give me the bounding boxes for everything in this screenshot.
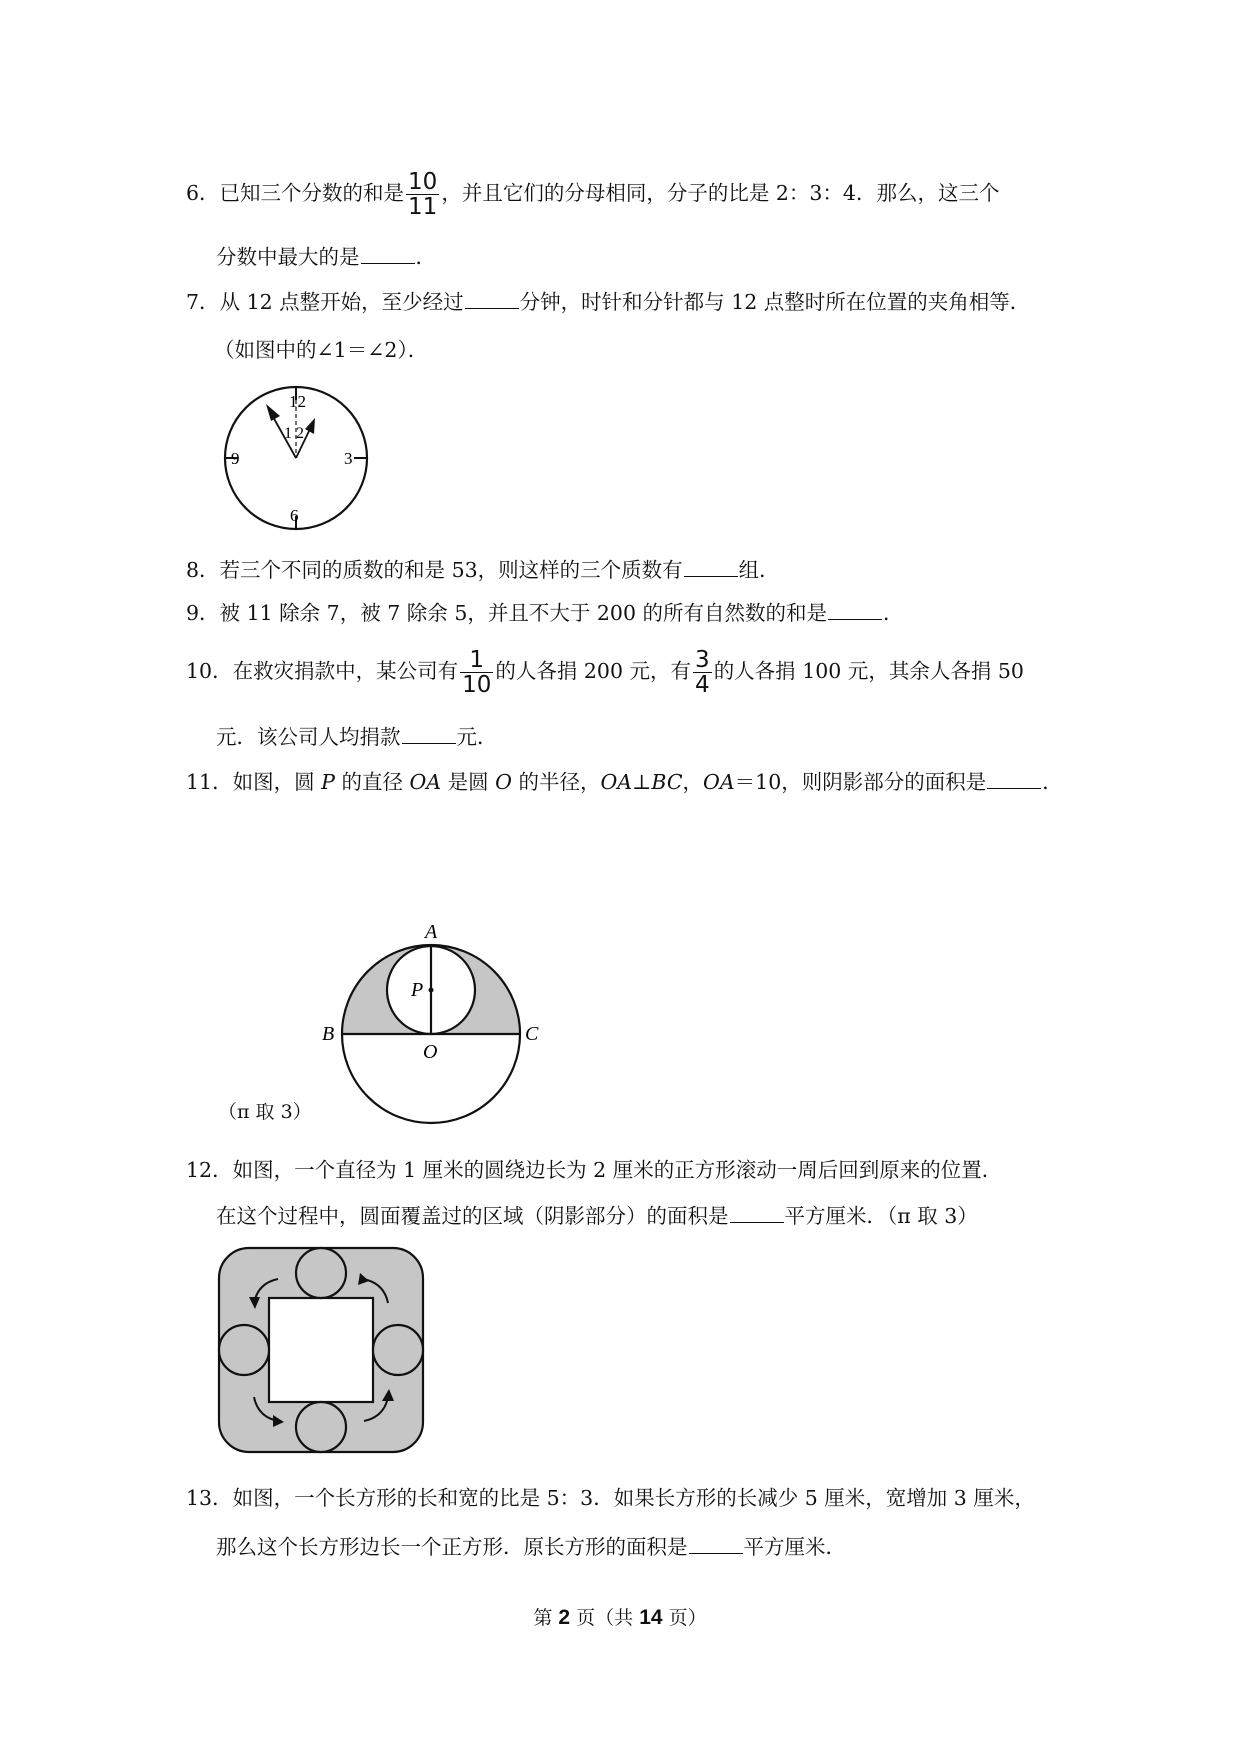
question-number: 8．: [186, 558, 220, 582]
answer-blank[interactable]: [684, 575, 738, 577]
footer-text: 页（共: [570, 1607, 640, 1629]
answer-blank[interactable]: [465, 307, 519, 309]
question-text: 如图，圆: [232, 770, 322, 794]
footer-text: 页）: [662, 1607, 707, 1629]
question-number: 9．: [186, 601, 220, 625]
question-number: 12．: [186, 1158, 233, 1182]
q13-line2: [216, 1537, 846, 1558]
angle-label-1: 1: [284, 425, 292, 442]
point-label-C: C: [525, 1023, 539, 1045]
total-pages: 14: [639, 1606, 663, 1629]
question-text: 那么这个长方形边长一个正方形．原长方形的面积是: [216, 1535, 688, 1559]
page-number: 2: [558, 1606, 571, 1629]
answer-blank[interactable]: [730, 1221, 784, 1223]
q12-line1: [186, 1160, 1002, 1181]
answer-blank[interactable]: [828, 618, 882, 620]
question-number: 13．: [186, 1486, 233, 1510]
point-label-O: O: [423, 1041, 438, 1063]
question-text: 如图，一个直径为 1 厘米的圆绕边长为 2 厘米的正方形滚动一周后回到原来的位置．: [232, 1158, 1003, 1182]
q13-line1: [186, 1488, 1035, 1509]
page-footer: [0, 1603, 1240, 1630]
footer-text: 第: [533, 1607, 559, 1629]
fraction-denominator: 4: [695, 672, 710, 699]
question-text: 若三个不同的质数的和是 53，则这样的三个质数有: [219, 558, 683, 582]
question-text: 组．: [738, 558, 780, 582]
clock-number-9: 9: [231, 449, 240, 468]
q7-line2: [214, 340, 428, 361]
question-text: 平方厘米．（π 取 3）: [784, 1204, 978, 1228]
question-text: 是圆: [441, 770, 496, 794]
clock-number-6: 6: [290, 506, 299, 525]
fraction-numerator: 3: [695, 647, 710, 673]
question-text: 如图，一个长方形的长和宽的比是 5：3．如果长方形的长减少 5 厘米，宽增加 3 厘米，: [232, 1486, 1035, 1510]
fraction-denominator: 11: [408, 194, 438, 221]
question-text: 分钟，时针和分针都与 12 点整时所在位置的夹角相等．: [519, 290, 1031, 314]
fraction-denominator: 10: [462, 672, 492, 699]
question-number: 6．: [186, 181, 220, 206]
q9-line: [186, 603, 904, 624]
note-text: （π 取 3）: [218, 1101, 312, 1123]
math-var: O: [495, 770, 512, 794]
q10-line2: [216, 727, 498, 748]
question-text: ．: [415, 245, 436, 269]
q12-line2: [216, 1206, 978, 1227]
answer-blank[interactable]: [689, 1552, 743, 1554]
circle-figure: [310, 910, 550, 1125]
q7-line1: [186, 292, 1030, 313]
math-var: P: [321, 770, 335, 794]
fraction: [460, 648, 493, 697]
q10-line1: [186, 648, 1024, 697]
clock-number-12: 12: [289, 392, 306, 411]
point-label-B: B: [322, 1023, 335, 1045]
point-label-P: P: [411, 979, 424, 1001]
question-text: 元．: [456, 725, 498, 749]
question-text: ，并且它们的分母相同，分子的比是 2：3：4．那么，这三个: [441, 181, 1000, 206]
q8-line: [186, 560, 780, 581]
question-text: ，: [682, 770, 704, 794]
question-text: 的半径，: [511, 770, 601, 794]
question-text: 元．该公司人均捐款: [216, 725, 401, 749]
answer-blank[interactable]: [361, 262, 415, 264]
q11-line: [186, 772, 1063, 793]
answer-blank[interactable]: [402, 742, 456, 744]
question-text: 的人各捐 200 元，有: [495, 659, 692, 684]
fraction-numerator: 1: [460, 648, 493, 673]
question-text: 在这个过程中，圆面覆盖过的区域（阴影部分）的面积是: [216, 1204, 729, 1228]
question-text: 已知三个分数的和是: [219, 181, 405, 206]
answer-blank[interactable]: [987, 787, 1041, 789]
question-text: 被 11 除余 7，被 7 除余 5，并且不大于 200 的所有自然数的和是: [219, 601, 828, 625]
math-var: BC: [651, 770, 683, 794]
question-text: ＝10，则阴影部分的面积是: [734, 770, 987, 794]
fraction: [693, 648, 712, 697]
question-number: 10．: [186, 659, 233, 684]
question-number: 7．: [186, 290, 220, 314]
q6-line2: [216, 247, 436, 268]
question-number: 11．: [186, 770, 233, 794]
rolling-circle-figure: [216, 1245, 426, 1455]
question-text: 的人各捐 100 元，其余人各捐 50: [713, 659, 1024, 684]
q6-line1: [186, 170, 999, 219]
question-text: （如图中的∠1＝∠2）．: [214, 338, 429, 362]
question-text: ．: [883, 601, 904, 625]
question-text: 从 12 点整开始，至少经过: [219, 290, 464, 314]
angle-label-2: 2: [296, 425, 304, 442]
question-text: 在救灾捐款中，某公司有: [232, 659, 459, 684]
clock-number-3: 3: [344, 449, 353, 468]
question-text: ．: [1042, 770, 1063, 794]
math-var: OA: [703, 770, 735, 794]
point-label-A: A: [425, 921, 438, 943]
question-text: 分数中最大的是: [216, 245, 360, 269]
clock-figure: [216, 378, 376, 538]
question-text: 平方厘米．: [743, 1535, 846, 1559]
math-var: OA: [600, 770, 633, 794]
math-var: OA: [409, 770, 442, 794]
question-text: 的直径: [334, 770, 410, 794]
fraction: [406, 170, 439, 219]
perp-symbol: ⊥: [632, 770, 652, 794]
pi-note: [218, 1103, 312, 1122]
fraction-numerator: 10: [408, 169, 438, 195]
